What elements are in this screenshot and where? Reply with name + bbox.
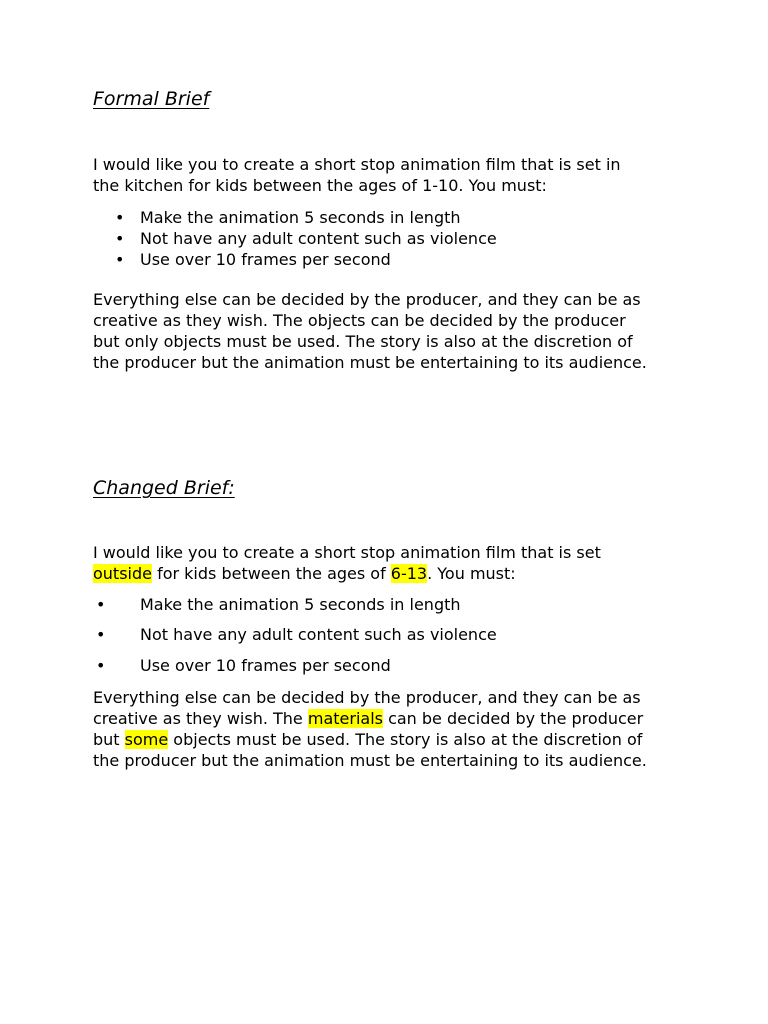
text-line: Everything else can be decided by the producer, and they can be as — [93, 290, 641, 309]
text-line: but some objects must be used. The story is also at the discretion of — [93, 730, 643, 749]
text-line: the producer but the animation must be entertaining to its audience. — [93, 353, 647, 372]
changed-intro-paragraph — [93, 542, 693, 584]
bullet-icon: • — [96, 656, 106, 675]
highlighted-text: materials — [307, 709, 383, 728]
text-line: creative as they wish. The objects can be decided by the producer — [93, 311, 626, 330]
bullet-icon: • — [96, 595, 106, 614]
text-line: outside for kids between the ages of 6-13. You must: — [93, 564, 516, 583]
text-line: I would like you to create a short stop animation film that is set — [93, 543, 601, 562]
changed-body-paragraph — [93, 687, 693, 771]
bullet-icon: • — [115, 208, 125, 227]
highlighted-text: outside — [93, 564, 152, 583]
highlighted-text: 6-13 — [390, 564, 428, 583]
changed-brief-heading: Changed Brief: — [93, 477, 235, 499]
text-line: I would like you to create a short stop animation film that is set in — [93, 155, 621, 174]
text-line: the producer but the animation must be entertaining to its audience. — [93, 751, 647, 770]
text-line: Everything else can be decided by the producer, and they can be as — [93, 688, 641, 707]
highlighted-text: some — [124, 730, 169, 749]
document-page: Formal Brief I would like you to create a short stop animation film that is set in the kitchen for kids between the ages of 1-10. You must: • Make the animation 5 seconds in length • Not have any adult content such as violence • Use over 10 frames per second Everything else can be decided by the producer, and they can be as creative as they wish. The objects can be decided by the producer but only objects must be used. The story is also at the discretion of the producer but the animation must be entertaining to its audience. Changed Brief: I would like you to create a short stop animation film that is set outside for kids between the ages of 6-13. You must: • Make the animation 5 seconds in length • Not have any adult content such as violence • Use over 10 frames per second Everything else can be decided by the producer, and they can be as creative as they wish. The materials can be decided by the producer but some objects must be used. The story is also at the discretion of the producer but the animation must be entertaining to its audience. — [0, 0, 768, 1024]
bullet-icon: • — [115, 250, 125, 269]
formal-body-paragraph — [93, 289, 693, 373]
bullet-icon: • — [96, 625, 106, 644]
formal-intro-paragraph — [93, 154, 693, 196]
text-line: the kitchen for kids between the ages of 1-10. You must: — [93, 176, 547, 195]
text-line: but only objects must be used. The story is also at the discretion of — [93, 332, 633, 351]
formal-brief-heading: Formal Brief — [93, 88, 210, 110]
bullet-icon: • — [115, 229, 125, 248]
text-line: creative as they wish. The materials can be decided by the producer — [93, 709, 644, 728]
